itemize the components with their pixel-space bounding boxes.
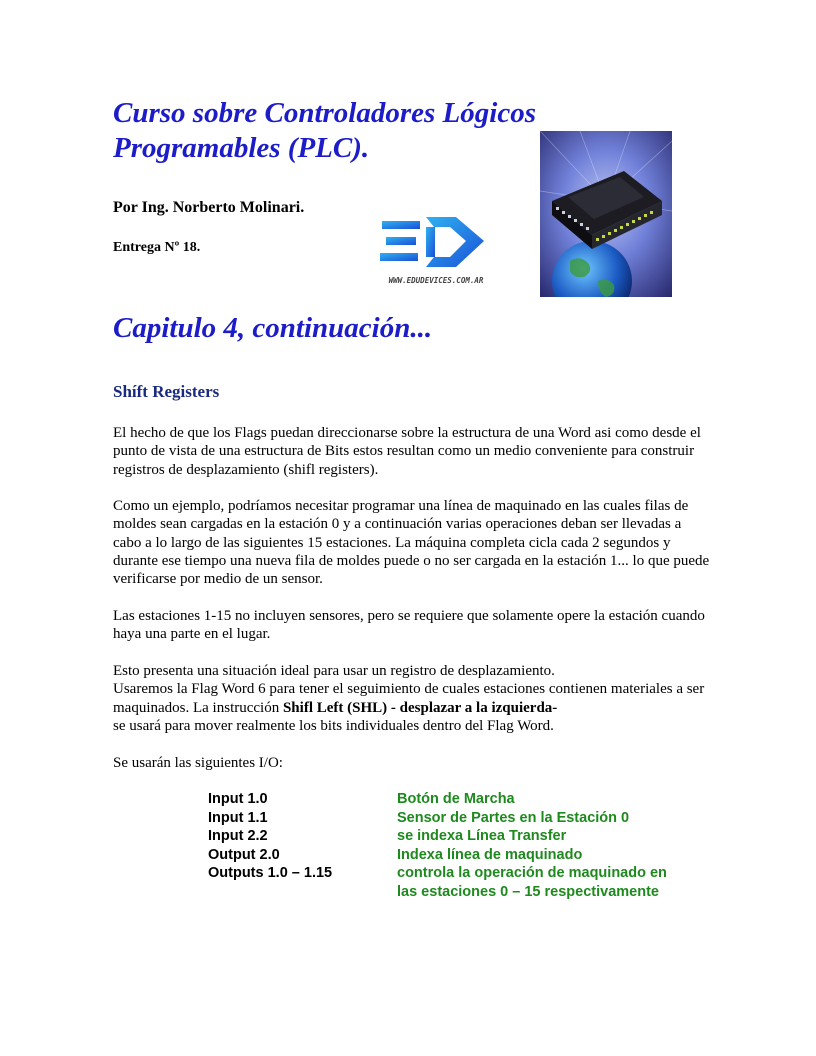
- io-description: controla la operación de maquinado en las estaciones 0 – 15 respectivamente: [397, 865, 667, 900]
- document-title: [113, 96, 536, 166]
- issue-number: Entrega Nº 18.: [113, 240, 201, 255]
- io-row: [208, 846, 687, 865]
- io-description: Sensor de Partes en la Estación 0: [397, 809, 630, 826]
- io-description: Indexa línea de maquinado: [397, 846, 583, 863]
- io-description: Botón de Marcha: [397, 791, 515, 807]
- io-name: Input 2.2: [208, 828, 268, 844]
- io-name: Outputs 1.0 – 1.15: [208, 865, 333, 881]
- io-name: Output 2.0: [208, 846, 280, 863]
- logo-url-text: WWW.EDUDEVICES.COM.AR: [388, 276, 484, 285]
- p4-line1: Esto presenta una situación ideal para usar un registro de desplazamiento.: [113, 663, 555, 679]
- io-table: [208, 790, 687, 901]
- io-name: Input 1.0: [208, 791, 268, 807]
- p4-shl-instruction: Shifl Left (SHL) - desplazar a la izquierda-: [282, 699, 558, 716]
- paragraph-shift-register: [113, 662, 713, 735]
- author-line: Por Ing. Norberto Molinari.: [113, 199, 305, 216]
- io-row: [208, 809, 687, 828]
- paragraph-example: Como un ejemplo, podríamos necesitar programar una línea de maquinado en las cuales filas de moldes sean cargadas en la estación 0 y a continuación varias operaciones deban ser llevadas a cabo a lo largo de las siguientes 15 estaciones. La máquina completa cicla cada 2 segundos y durante ese tiempo una nueva fila de moldes puede o no ser cargada en la estación 1... lo que puede verificarse por medio de un sensor.: [113, 498, 710, 588]
- title-line-1: Curso sobre Controladores Lógicos: [113, 97, 536, 129]
- section-heading: Shíft Registers: [113, 382, 220, 401]
- io-row: [208, 790, 687, 809]
- p4-text-b: se usará para mover realmente los bits individuales dentro del Flag Word.: [113, 717, 554, 734]
- io-row: [208, 864, 687, 901]
- paragraph-stations: Las estaciones 1-15 no incluyen sensores, pero se requiere que solamente opere la estación cuando haya una parte en el lugar.: [113, 608, 705, 643]
- title-line-2: Programables (PLC).: [113, 132, 370, 164]
- p4-text-a: Usaremos la Flag Word 6 para tener el seguimiento de cuales estaciones contienen materiales a ser maquinados. La instrucción: [113, 681, 705, 716]
- paragraph-io-intro: Se usarán las siguientes I/O:: [113, 755, 283, 771]
- io-description: se indexa Línea Transfer: [397, 828, 567, 844]
- io-name: Input 1.1: [208, 809, 268, 826]
- chapter-heading: Capitulo 4, continuación...: [113, 312, 433, 344]
- io-row: [208, 827, 687, 846]
- paragraph-intro: El hecho de que los Flags puedan direccionarse sobre la estructura de una Word asi como desde el punto de vista de una estructura de Bits estos resultan como un medio conveniente para construir registros de desplazamiento (shifl registers).: [113, 425, 701, 478]
- plc-device-image: [540, 131, 672, 297]
- edudevices-logo: [358, 197, 514, 287]
